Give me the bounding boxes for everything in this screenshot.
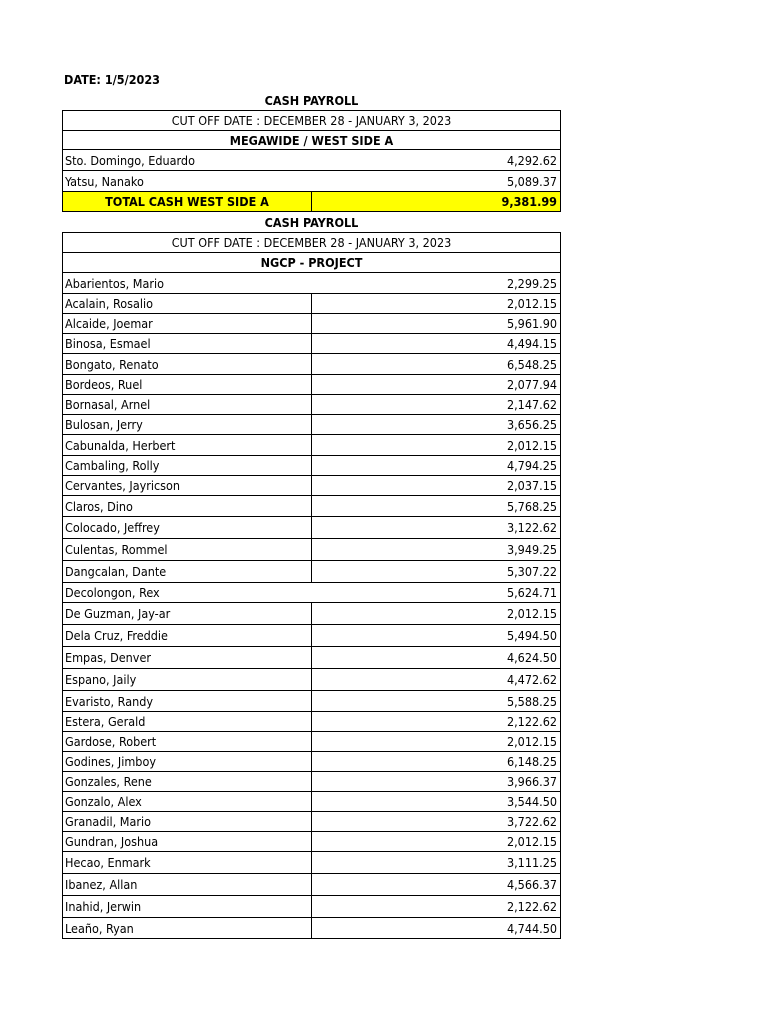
- employee-name: Claros, Dino: [65, 498, 133, 514]
- employee-amount: 5,494.50: [506, 628, 557, 643]
- column-divider: [311, 435, 312, 455]
- section-heading-text: CASH PAYROLL: [264, 92, 359, 108]
- employee-amount: 2,012.15: [506, 437, 557, 453]
- column-divider: [311, 375, 312, 394]
- employee-amount: 2,077.94: [506, 377, 557, 392]
- column-divider: [311, 561, 312, 582]
- payroll-row: [62, 476, 561, 496]
- employee-amount: 3,722.62: [506, 814, 557, 829]
- employee-amount: 5,768.25: [506, 498, 557, 514]
- payroll-row: [62, 625, 561, 647]
- payroll-row: [62, 669, 561, 691]
- column-divider: [311, 496, 312, 516]
- column-divider: [311, 294, 312, 313]
- employee-name: Decolongon, Rex: [65, 585, 160, 600]
- payroll-row: [62, 395, 561, 415]
- employee-name: Leaño, Ryan: [65, 920, 134, 936]
- column-divider: [311, 896, 312, 917]
- employee-name: Culentas, Rommel: [65, 542, 168, 557]
- employee-name: Binosa, Esmael: [65, 336, 151, 351]
- employee-name: Bulosan, Jerry: [65, 417, 143, 432]
- employee-amount: 4,566.37: [506, 877, 557, 892]
- employee-amount: 2,012.15: [506, 606, 557, 621]
- payroll-row: [62, 852, 561, 874]
- column-divider: [311, 752, 312, 771]
- payroll-row: [62, 435, 561, 456]
- payroll-row: [62, 354, 561, 375]
- column-divider: [311, 334, 312, 353]
- payroll-row: [62, 375, 561, 395]
- section-heading: [62, 212, 561, 232]
- payroll-row: [62, 874, 561, 896]
- employee-name: Bordeos, Ruel: [65, 377, 143, 392]
- payroll-row: [62, 539, 561, 561]
- employee-amount: 5,588.25: [506, 693, 557, 709]
- employee-name: Ibanez, Allan: [65, 877, 138, 892]
- employee-name: Evaristo, Randy: [65, 693, 154, 709]
- employee-amount: 5,624.71: [506, 585, 557, 600]
- section-heading-text: CASH PAYROLL: [264, 214, 359, 230]
- employee-amount: 5,307.22: [506, 564, 557, 579]
- column-divider: [311, 732, 312, 751]
- column-divider: [311, 314, 312, 333]
- payroll-row: [62, 812, 561, 832]
- column-divider: [311, 517, 312, 538]
- project-title-row: [62, 252, 561, 273]
- employee-amount: 3,656.25: [506, 417, 557, 432]
- payroll-row: [62, 561, 561, 583]
- employee-amount: 4,472.62: [506, 672, 557, 687]
- employee-name: Empas, Denver: [65, 650, 151, 665]
- employee-name: Dela Cruz, Freddie: [65, 628, 168, 643]
- ngcp-section: [62, 212, 561, 939]
- employee-name: Granadil, Mario: [65, 814, 151, 829]
- employee-amount: 2,012.15: [506, 296, 557, 311]
- megawide-section: [62, 90, 561, 212]
- payroll-row: [62, 896, 561, 918]
- payroll-row: [62, 752, 561, 772]
- total-row: [62, 191, 561, 212]
- employee-name: Colocado, Jeffrey: [65, 520, 160, 535]
- payroll-row: [62, 273, 561, 294]
- employee-name: Abarientos, Mario: [65, 275, 165, 291]
- cutoff-date-row: [62, 110, 561, 131]
- employee-amount: 3,949.25: [506, 542, 557, 557]
- ngcp-rows: [62, 273, 561, 939]
- employee-name: Bornasal, Arnel: [65, 397, 151, 412]
- column-divider: [311, 354, 312, 374]
- payroll-row: [62, 792, 561, 812]
- column-divider: [311, 647, 312, 668]
- payroll-row: [62, 918, 561, 939]
- payroll-row: [62, 712, 561, 732]
- employee-name: Alcaide, Joemar: [65, 316, 153, 331]
- column-divider: [311, 669, 312, 690]
- payroll-row: [62, 171, 561, 191]
- column-divider: [311, 918, 312, 938]
- employee-amount: 6,548.25: [506, 356, 557, 372]
- payroll-row: [62, 732, 561, 752]
- total-amount: 9,381.99: [501, 194, 557, 209]
- employee-amount: 3,111.25: [506, 855, 557, 870]
- employee-amount: 4,624.50: [506, 650, 557, 665]
- employee-name: Cervantes, Jayricson: [65, 478, 181, 493]
- column-divider: [311, 712, 312, 731]
- column-divider: [311, 539, 312, 560]
- column-divider: [311, 415, 312, 434]
- payroll-row: [62, 517, 561, 539]
- employee-name: Hecao, Enmark: [65, 855, 151, 870]
- column-divider: [311, 395, 312, 414]
- cutoff-date-row: [62, 232, 561, 253]
- employee-name: Gardose, Robert: [65, 734, 157, 749]
- employee-name: Gonzalo, Alex: [65, 794, 142, 809]
- employee-name: Bongato, Renato: [65, 356, 159, 372]
- employee-amount: 2,147.62: [506, 397, 557, 412]
- column-divider: [311, 691, 312, 711]
- payroll-row: [62, 314, 561, 334]
- column-divider: [311, 772, 312, 791]
- employee-name: Gundran, Joshua: [65, 834, 159, 849]
- column-divider: [311, 625, 312, 646]
- column-divider: [311, 603, 312, 624]
- payroll-row: [62, 583, 561, 603]
- column-divider: [311, 874, 312, 895]
- employee-amount: 2,122.62: [506, 899, 557, 914]
- employee-name: Estera, Gerald: [65, 714, 146, 729]
- employee-name: De Guzman, Jay-ar: [65, 606, 171, 621]
- column-divider: [311, 192, 312, 211]
- payroll-row: [62, 150, 561, 171]
- payroll-row: [62, 334, 561, 354]
- section-heading: [62, 90, 561, 110]
- payroll-row: [62, 496, 561, 517]
- employee-name: Godines, Jimboy: [65, 754, 156, 769]
- payroll-row: [62, 294, 561, 314]
- employee-name: Espano, Jaily: [65, 672, 137, 687]
- column-divider: [311, 792, 312, 811]
- cutoff-date-text: CUT OFF DATE : DECEMBER 28 - JANUARY 3, 2023: [171, 235, 452, 250]
- employee-name: Inahid, Jerwin: [65, 899, 142, 914]
- employee-amount: 3,122.62: [506, 520, 557, 535]
- employee-amount: 3,544.50: [506, 794, 557, 809]
- cutoff-date-text: CUT OFF DATE : DECEMBER 28 - JANUARY 3, 2023: [171, 113, 452, 128]
- employee-name: Dangcalan, Dante: [65, 564, 167, 579]
- payroll-row: [62, 647, 561, 669]
- project-title-text: NGCP - PROJECT: [260, 255, 363, 270]
- column-divider: [311, 832, 312, 851]
- total-label: TOTAL CASH WEST SIDE A: [105, 194, 269, 209]
- payroll-row: [62, 456, 561, 476]
- employee-amount: 2,012.15: [506, 834, 557, 849]
- payroll-row: [62, 603, 561, 625]
- employee-amount: 3,966.37: [506, 774, 557, 789]
- employee-name: Cabunalda, Herbert: [65, 437, 176, 453]
- employee-name: Yatsu, Nanako: [65, 173, 144, 189]
- employee-amount: 6,148.25: [506, 754, 557, 769]
- employee-name: Acalain, Rosalio: [65, 296, 153, 311]
- payroll-row: [62, 415, 561, 435]
- employee-amount: 4,794.25: [506, 458, 557, 473]
- employee-name: Gonzales, Rene: [65, 774, 152, 789]
- employee-amount: 2,122.62: [506, 714, 557, 729]
- employee-amount: 4,744.50: [506, 920, 557, 936]
- employee-amount: 4,494.15: [506, 336, 557, 351]
- employee-amount: 5,961.90: [506, 316, 557, 331]
- employee-amount: 2,299.25: [506, 275, 557, 291]
- project-title-row: [62, 130, 561, 150]
- payroll-row: [62, 772, 561, 792]
- employee-name: Sto. Domingo, Eduardo: [65, 152, 195, 168]
- date-label: DATE: 1/5/2023: [64, 72, 161, 87]
- column-divider: [311, 852, 312, 873]
- employee-name: Cambaling, Rolly: [65, 458, 160, 473]
- employee-amount: 2,037.15: [506, 478, 557, 493]
- employee-amount: 2,012.15: [506, 734, 557, 749]
- employee-amount: 4,292.62: [506, 152, 557, 168]
- payroll-row: [62, 832, 561, 852]
- payroll-row: [62, 691, 561, 712]
- column-divider: [311, 476, 312, 495]
- column-divider: [311, 812, 312, 831]
- project-title-text: MEGAWIDE / WEST SIDE A: [229, 132, 394, 148]
- column-divider: [311, 456, 312, 475]
- employee-amount: 5,089.37: [506, 173, 557, 189]
